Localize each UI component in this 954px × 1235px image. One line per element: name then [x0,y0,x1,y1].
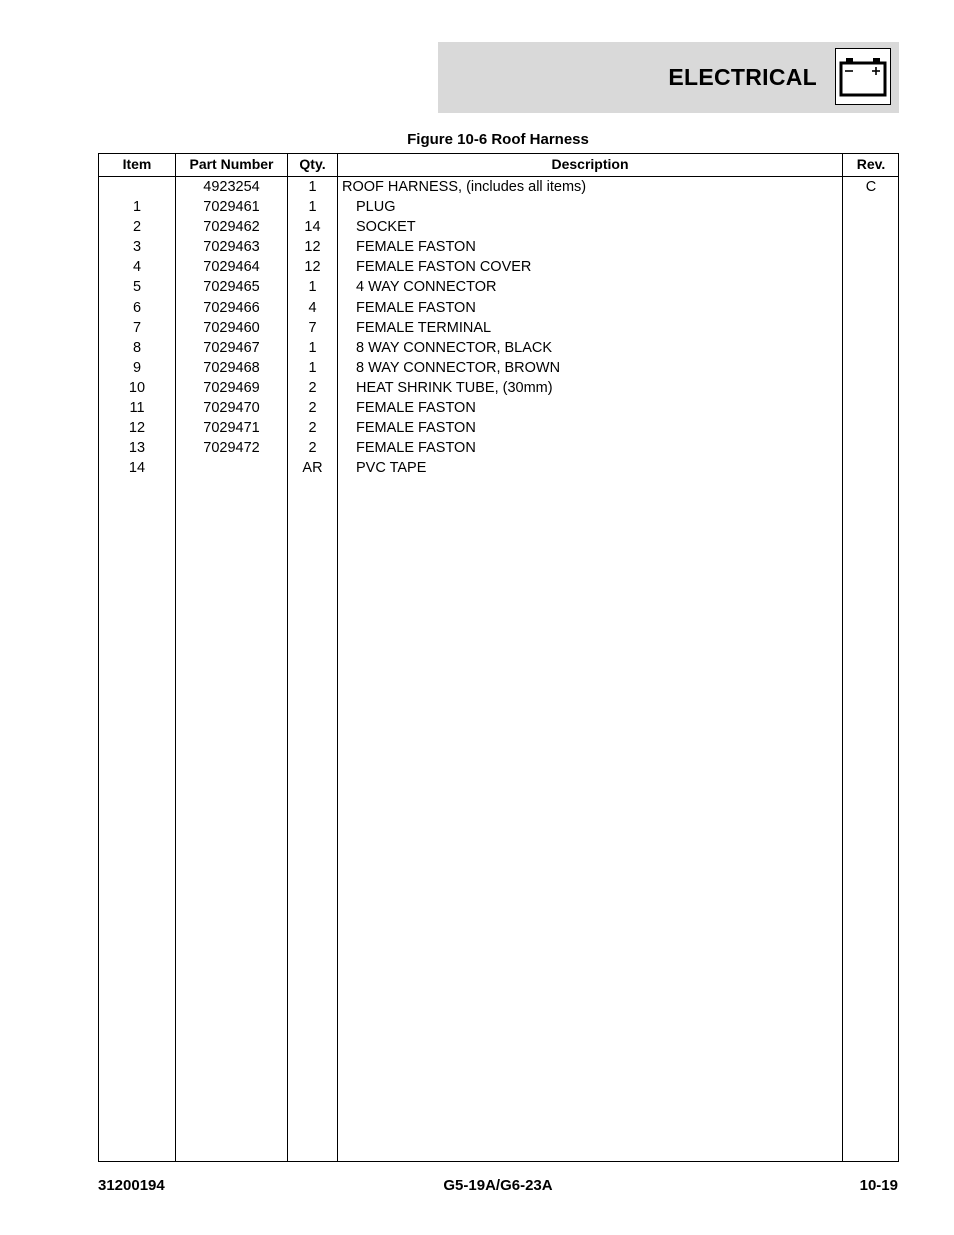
quantity: 2 [308,420,317,437]
item-number: 6 [132,299,142,316]
description: FEMALE FASTON [356,420,476,437]
item-number: 5 [132,279,142,296]
description: 8 WAY CONNECTOR, BLACK [356,339,553,356]
part-number: 7029470 [203,400,260,417]
table-row [99,318,898,338]
section-header [438,42,899,113]
figure-title: Figure 10-6 Roof Harness [407,131,589,148]
item-number: 8 [132,339,142,356]
quantity: 2 [308,440,317,457]
table-row [99,418,898,438]
table-row [99,177,898,197]
parts-table [98,153,899,1162]
description: 8 WAY CONNECTOR, BROWN [356,359,561,376]
quantity: 14 [304,219,321,236]
part-number: 7029465 [203,279,260,296]
description: FEMALE FASTON [356,299,476,316]
table-row [99,298,898,318]
part-number: 7029472 [203,440,260,457]
section-title: ELECTRICAL [668,64,817,90]
quantity: AR [302,460,323,477]
description: ROOF HARNESS, (includes all items) [342,179,587,195]
table-row [99,398,898,418]
table-body [99,176,898,478]
column-header-rev: Rev. [856,156,886,172]
table-row [99,338,898,358]
item-number: 12 [128,420,146,437]
part-number: 7029460 [203,319,260,336]
description: PLUG [356,199,396,216]
quantity: 4 [308,299,317,316]
quantity: 12 [304,259,321,276]
item-number: 1 [132,199,142,216]
part-number: 7029462 [203,219,260,236]
description: FEMALE FASTON COVER [356,259,532,276]
part-number: 7029471 [203,420,260,437]
part-number: 7029464 [203,259,260,276]
page-number: 10-19 [859,1177,898,1194]
part-number: 4923254 [203,179,260,195]
column-header-description: Description [551,156,629,172]
table-row [99,237,898,257]
description: PVC TAPE [356,460,427,477]
quantity: 2 [308,400,317,417]
table-row [99,277,898,297]
battery-icon [835,48,891,105]
quantity: 1 [308,339,317,356]
part-number: 7029461 [203,199,260,216]
quantity: 1 [308,199,317,216]
item-number: 2 [132,219,142,236]
part-number: 7029468 [203,359,260,376]
item-number: 13 [128,440,146,457]
table-row [99,438,898,458]
description: SOCKET [356,219,416,236]
part-number: 7029463 [203,239,260,256]
doc-number: 31200194 [98,1177,165,1194]
part-number: 7029466 [203,299,260,316]
item-number: 3 [132,239,142,256]
description: FEMALE FASTON [356,400,476,417]
column-header-part-number: Part Number [189,156,274,172]
description: FEMALE FASTON [356,440,476,457]
item-number: 11 [129,400,145,417]
table-row [99,378,898,398]
quantity: 12 [304,239,321,256]
revision: C [865,179,877,195]
model-name: G5-19A/G6-23A [443,1177,553,1194]
table-row [99,458,898,478]
item-number: 10 [128,379,146,396]
item-number: 9 [132,359,142,376]
column-header-qty: Qty. [299,156,326,172]
description: FEMALE TERMINAL [356,319,492,336]
description: 4 WAY CONNECTOR [356,279,497,296]
part-number: 7029469 [203,379,260,396]
item-number: 7 [132,319,142,336]
column-header-item: Item [122,156,152,172]
quantity: 2 [308,379,317,396]
item-number: 14 [128,460,146,477]
item-number: 4 [132,259,142,276]
table-row [99,197,898,217]
description: HEAT SHRINK TUBE, (30mm) [356,379,553,396]
table-row [99,358,898,378]
quantity: 7 [308,319,317,336]
part-number: 7029467 [203,339,260,356]
quantity: 1 [308,179,317,195]
quantity: 1 [308,279,317,296]
description: FEMALE FASTON [356,239,476,256]
quantity: 1 [308,359,317,376]
table-row [99,217,898,237]
table-row [99,257,898,277]
